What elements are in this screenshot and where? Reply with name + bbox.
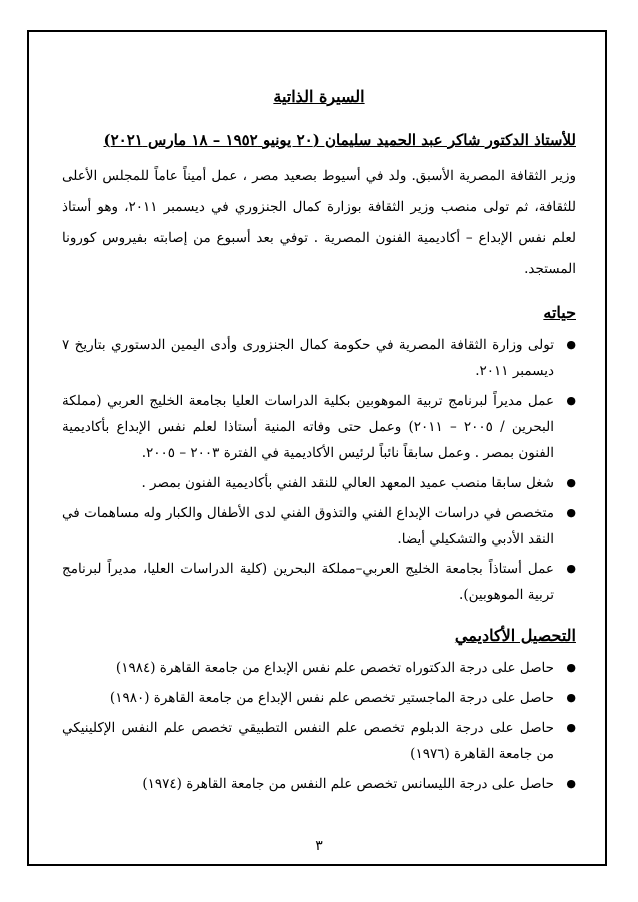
bullet-icon: ●: [566, 476, 576, 489]
list-item: [62, 655, 576, 681]
list-item-text: حاصل على درجة الدكتوراه تخصص علم نفس الإبداع من جامعة القاهرة (١٩٨٤): [115, 660, 554, 676]
bullet-icon: ●: [566, 506, 576, 519]
education-list: [62, 655, 576, 797]
bullet-icon: ●: [566, 338, 576, 351]
education-heading: التحصيل الأكاديمي: [454, 626, 576, 645]
page-number: ٣: [315, 838, 323, 854]
list-item: [62, 500, 576, 552]
list-item: [62, 715, 576, 767]
bullet-icon: ●: [566, 691, 576, 704]
bullet-icon: ●: [566, 394, 576, 407]
intro-paragraph: وزير الثقافة المصرية الأسبق. ولد في أسيوط بصعيد مصر ، عمل أميناً عاماً للمجلس الأعلى للثقافة، ثم تولى منصب وزير الثقافة بوزارة كمال الجنزوري في ديسمبر ٢٠١١، وهو أستاذ لعلم نفس الإبداع – أكاديمية الفنون المصرية . توفي بعد أسبوع من إصابته بفيروس كورونا المستجد.: [62, 168, 576, 277]
list-item-text: متخصص في دراسات الإبداع الفني والتذوق الفني لدى الأطفال والكبار وله مساهمات في النقد الأدبي والتشكيلي أيضا.: [62, 505, 554, 547]
list-item-text: تولى وزارة الثقافة المصرية في حكومة كمال الجنزورى وأدى اليمين الدستوري بتاريخ ٧ ديسمبر ٢٠١١.: [62, 337, 554, 379]
list-item: [62, 388, 576, 466]
list-item-text: حاصل على درجة الماجستير تخصص علم نفس الإبداع من جامعة القاهرة (١٩٨٠): [109, 690, 554, 706]
bullet-icon: ●: [566, 777, 576, 790]
life-list: [62, 332, 576, 608]
document-subtitle: للأستاذ الدكتور شاكر عبد الحميد سليمان (٢٠ يونيو ١٩٥٢ – ١٨ مارس ٢٠٢١): [103, 131, 576, 149]
list-item-text: شغل سابقا منصب عميد المعهد العالي للنقد الفني بأكاديمية الفنون بمصر .: [141, 475, 554, 491]
list-item: [62, 685, 576, 711]
bullet-icon: ●: [566, 562, 576, 575]
list-item: [62, 556, 576, 608]
bullet-icon: ●: [566, 661, 576, 674]
document-title: السيرة الذاتية: [273, 87, 365, 106]
list-item: [62, 771, 576, 797]
life-heading: حياته: [543, 303, 576, 322]
document-body: [62, 60, 576, 801]
list-item-text: عمل مديراً لبرنامج تربية الموهوبين بكلية الدراسات العليا بجامعة الخليج العربي (مملكة البحرين / ٢٠٠٥ – ٢٠١١) وعمل حتى وفاته المنية أستاذا لعلم نفس الإبداع بأكاديمية الفنون بمصر . وعمل سابقاً نائباً لرئيس الأكاديمية في الفترة ٢٠٠٣ – ٢٠٠٥.: [62, 393, 554, 461]
bullet-icon: ●: [566, 721, 576, 734]
list-item: [62, 332, 576, 384]
list-item-text: حاصل على درجة الدبلوم تخصص علم النفس التطبيقي تخصص علم النفس الإكلينيكي من جامعة القاهرة (١٩٧٦): [62, 720, 554, 762]
list-item-text: عمل أستاذاً بجامعة الخليج العربي–مملكة البحرين (كلية الدراسات العليا، مديراً لبرنامج تربية الموهوبين).: [62, 561, 554, 603]
list-item-text: حاصل على درجة الليسانس تخصص علم النفس من جامعة القاهرة (١٩٧٤): [142, 776, 554, 792]
list-item: [62, 470, 576, 496]
